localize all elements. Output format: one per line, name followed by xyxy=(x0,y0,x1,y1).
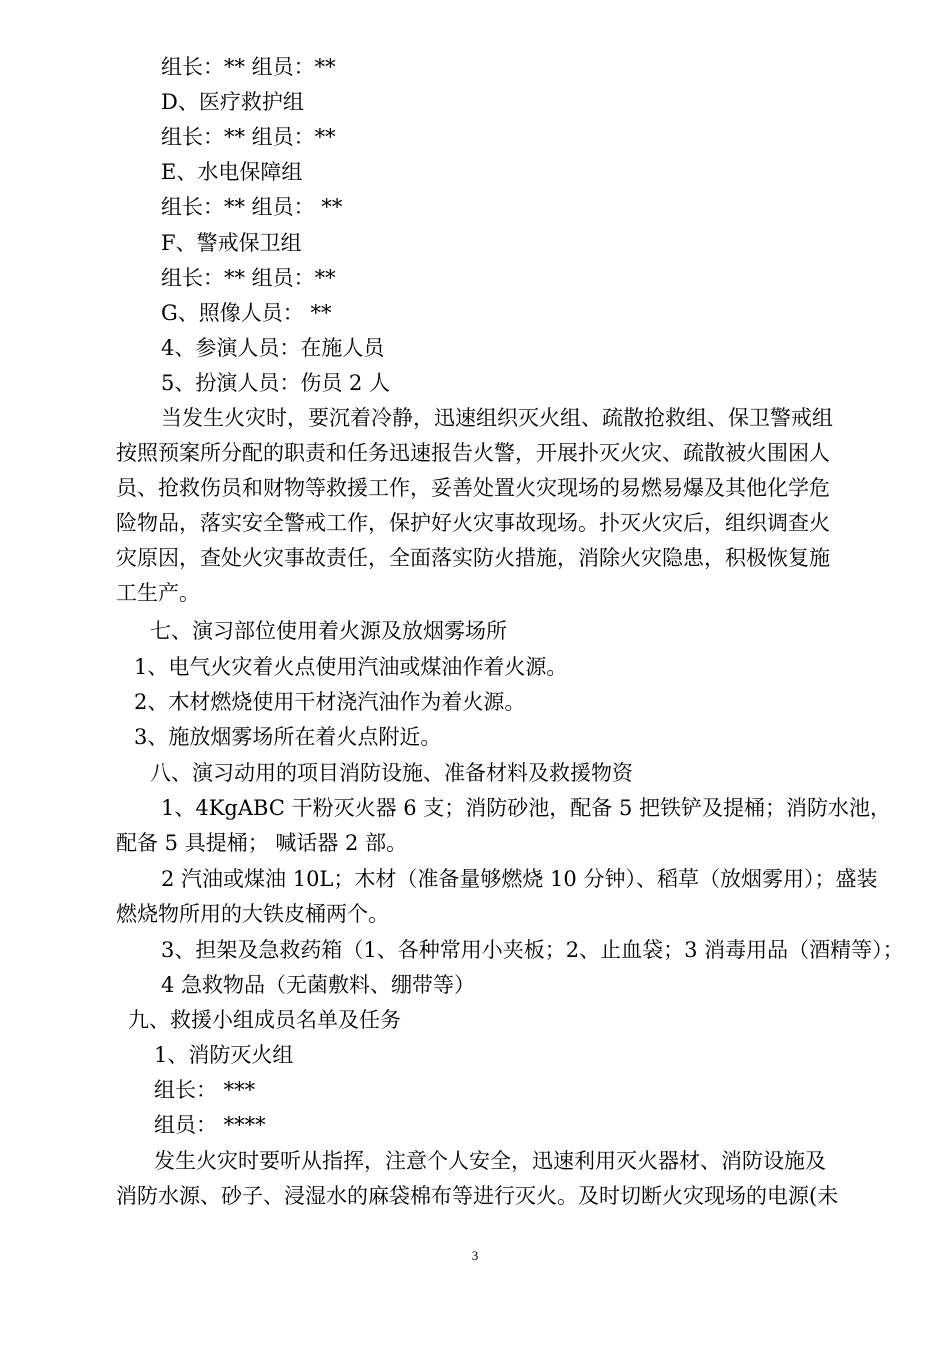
page-number: 3 xyxy=(471,1248,479,1263)
text-line: 组员： **** xyxy=(154,1113,266,1137)
section-heading: 七、演习部位使用着火源及放烟雾场所 xyxy=(150,619,507,643)
paragraph-line: 灾原因，查处火灾事故责任，全面落实防火措施，消除火灾隐患，积极恢复施 xyxy=(116,546,830,570)
text-line: 组长：** 组员：** xyxy=(161,125,336,149)
text-line: 组长：** 组员：** xyxy=(161,55,336,79)
paragraph-line: 按照预案所分配的职责和任务迅速报告火警，开展扑灭火灾、疏散被火围困人 xyxy=(116,441,830,465)
text-line: 1、消防灭火组 xyxy=(154,1043,294,1067)
paragraph-line: 1、4KgABC 干粉灭火器 6 支；消防砂池，配备 5 把铁铲及提桶；消防水池， xyxy=(161,796,892,820)
text-line: 组长： *** xyxy=(154,1078,256,1102)
text-line: F、警戒保卫组 xyxy=(161,231,302,255)
section-heading: 八、演习动用的项目消防设施、准备材料及救援物资 xyxy=(150,761,633,785)
text-line: 组长：** 组员： ** xyxy=(161,195,343,219)
paragraph-line: 工生产。 xyxy=(116,581,200,605)
paragraph-line: 2 汽油或煤油 10L；木材（准备量够燃烧 10 分钟）、稻草（放烟雾用）；盛装 xyxy=(161,867,878,891)
paragraph-line: 发生火灾时要听从指挥，注意个人安全，迅速利用灭火器材、消防设施及 xyxy=(154,1149,826,1173)
text-line: 5、扮演人员：伤员 2 人 xyxy=(161,371,391,395)
text-line: 1、电气火灾着火点使用汽油或煤油作着火源。 xyxy=(134,655,568,679)
paragraph-line: 当发生火灾时，要沉着冷静，迅速组织灭火组、疏散抢救组、保卫警戒组 xyxy=(161,406,833,430)
text-line: 3、施放烟雾场所在着火点附近。 xyxy=(134,725,442,749)
text-line: 2、木材燃烧使用干材浇汽油作为着火源。 xyxy=(134,690,526,714)
text-line: D、医疗救护组 xyxy=(161,90,304,114)
paragraph-line: 配备 5 具提桶； 喊话器 2 部。 xyxy=(116,831,408,855)
paragraph-line: 燃烧物所用的大铁皮桶两个。 xyxy=(116,902,389,926)
text-line: E、水电保障组 xyxy=(161,160,303,184)
text-line: 4、参演人员：在施人员 xyxy=(161,336,385,360)
paragraph-line: 消防水源、砂子、浸湿水的麻袋棉布等进行灭火。及时切断火灾现场的电源(未 xyxy=(116,1184,839,1208)
paragraph-line: 3、担架及急救药箱（1、各种常用小夹板；2、止血袋；3 消毒用品（酒精等）； xyxy=(161,938,904,962)
text-line: G、照像人员： ** xyxy=(161,301,332,325)
paragraph-line: 险物品，落实安全警戒工作，保护好火灾事故现场。扑灭火灾后，组织调查火 xyxy=(116,511,830,535)
paragraph-line: 4 急救物品（无菌敷料、绷带等） xyxy=(161,973,476,997)
paragraph-line: 员、抢救伤员和财物等救援工作，妥善处置火灾现场的易燃易爆及其他化学危 xyxy=(116,476,830,500)
text-line: 组长：** 组员：** xyxy=(161,266,336,290)
section-heading: 九、救援小组成员名单及任务 xyxy=(128,1008,401,1032)
